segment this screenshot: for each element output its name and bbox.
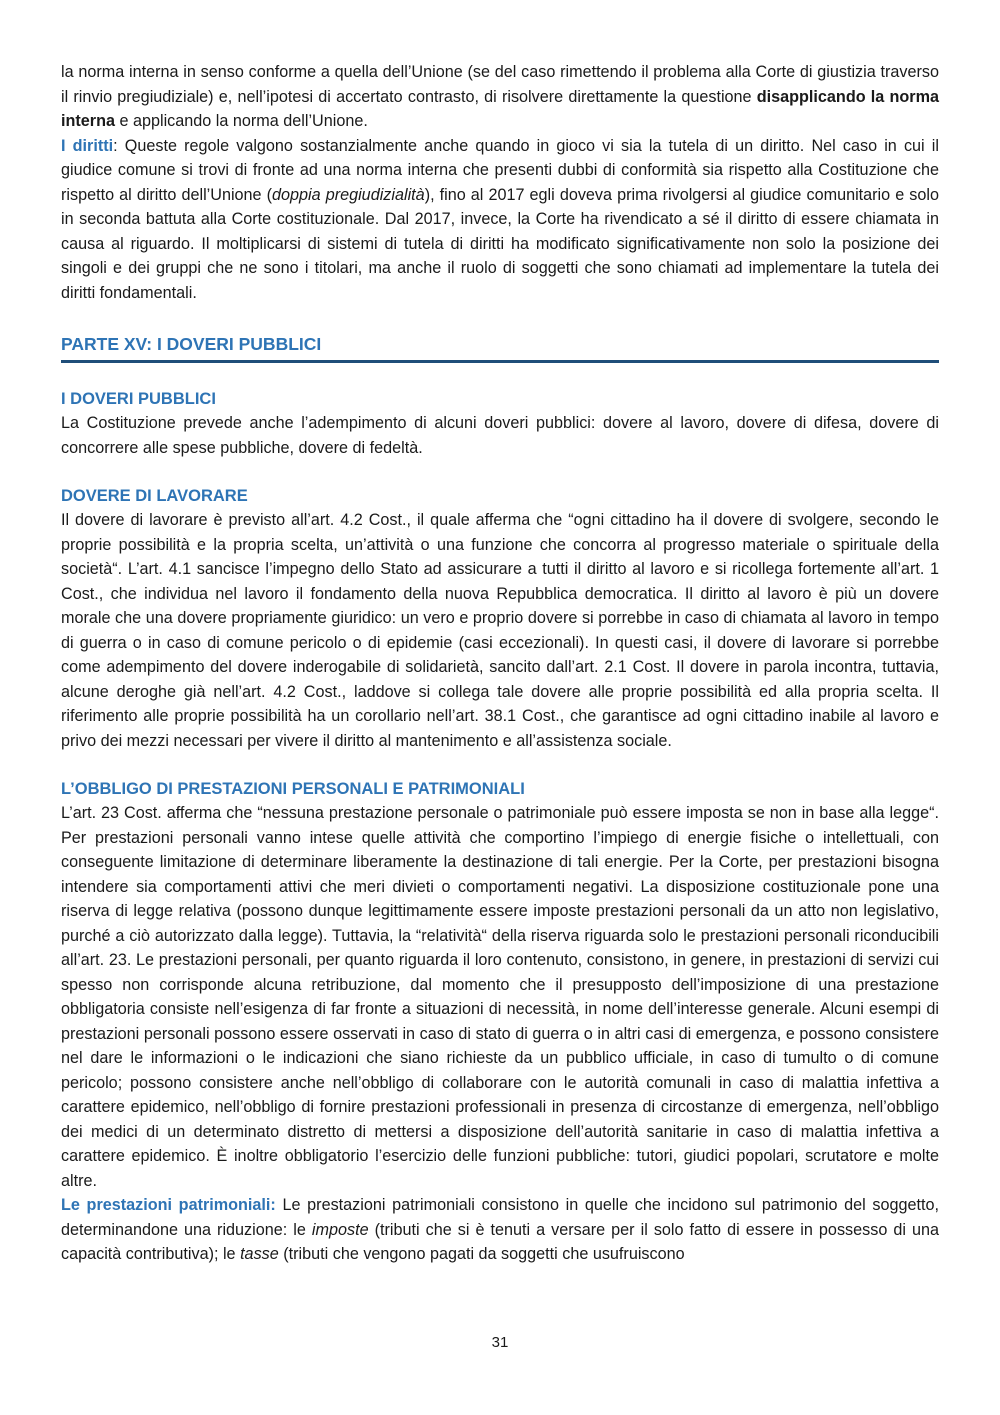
intro-bold-text: disapplicando la norma interna <box>61 87 939 130</box>
part-title: PARTE XV: I DOVERI PUBBLICI <box>61 332 939 363</box>
patrimoniali-text-2: (tributi che si è tenuti a versare per il solo fatto di essere in possesso di una capacità contributiva); le <box>61 1220 939 1263</box>
lavorare-paragraph: Il dovere di lavorare è previsto all’art. 4.2 Cost., il quale afferma che “ogni cittadino ha il dovere di svolgere, secondo le proprie possibilità e la propria scelta, un’attività o una funzione che concorra al progresso materiale o spirituale della società“. L’art. 4.1 sancisce l’impegno dello Stato ad assicurare a tutti il diritto al lavoro e si ricollega fortemente all’art. 1 Cost., che individua nel lavoro il fondamento della nuova Repubblica democratica. Il diritto al lavoro è più un dovere morale che una dovere propriamente giuridico: un vero e proprio dovere si porrebbe in caso di chiamata al lavoro in tempo di guerra o in caso di comune pericolo o di epidemie (casi eccezionali). In questi casi, il dovere di lavorare si porrebbe come adempimento del dovere inderogabile di solidarietà, sancito dall’art. 2.1 Cost. Il dovere in parola incontra, tuttavia, alcune deroghe già nell’art. 4.2 Cost., laddove si collega tale dovere alle proprie possibilità ed alla propria scelta. Il riferimento alle proprie possibilità ha un corollario nell’art. 38.1 Cost., che garantisce ad ogni cittadino inabile al lavoro e privo dei mezzi necessari per vivere il diritto al mantenimento e all’assistenza sociale. <box>61 511 939 750</box>
diritti-text-1: : Queste regole valgono sostanzialmente anche quando in gioco vi sia la tutela di un diritto. Nel caso in cui il giudice comune si trovi di fronte ad una norma interna che presenti dubbi di conformità sia rispetto alla Costituzione che rispetto al diritto dell’Unione ( <box>61 136 939 204</box>
intro-paragraph <box>61 60 939 134</box>
patrimoniali-text-3: (tributi che vengono pagati da soggetti che usufruiscono <box>278 1245 685 1263</box>
diritti-paragraph <box>61 134 939 306</box>
intro-text-1: la norma interna in senso conforme a quella dell’Unione (se del caso rimettendo il problema alla Corte di giustizia traverso il rinvio pregiudiziale) e, nell’ipotesi di accertato contrasto, di risolvere direttamente la questione <box>61 63 939 106</box>
section-heading-obbligo: L’OBBLIGO DI PRESTAZIONI PERSONALI E PATRIMONIALI <box>61 780 525 798</box>
diritti-italic-text: doppia pregiudizialità <box>272 185 425 204</box>
diritti-lead: I diritti <box>61 136 114 155</box>
doveri-paragraph: La Costituzione prevede anche l’adempimento di alcuni doveri pubblici: dovere al lavoro, dovere di difesa, dovere di concorrere alle spese pubbliche, dovere di fedeltà. <box>61 414 939 457</box>
patrimoniali-paragraph <box>61 1193 939 1267</box>
diritti-text-2: ), fino al 2017 egli doveva prima rivolgersi al giudice comunitario e solo in seconda battuta alla Corte costituzionale. Dal 2017, invece, la Corte ha rivendicato a sé il diritto di essere chiamata in causa al riguardo. Il moltiplicarsi di sistemi di tutela di diritti ha modificato significativamente non solo la posizione dei singoli e dei gruppi che ne sono i titolari, ma anche il ruolo di soggetti che sono chiamati ad implementare la tutela dei diritti fondamentali. <box>61 185 939 302</box>
page-number: 31 <box>491 1334 509 1351</box>
section-heading-lavorare: DOVERE DI LAVORARE <box>61 487 248 505</box>
obbligo-paragraph: L’art. 23 Cost. afferma che “nessuna prestazione personale o patrimoniale può essere imposta se non in base alla legge“. Per prestazioni personali vanno intese quelle attività che comportino l’impiego di energie fisiche o intellettuali, con conseguente limitazione di determinare liberamente la destinazione di tali energie. Per la Corte, per prestazioni bisogna intendere sia comportamenti attivi che meri divieti o comportamenti negativi. La disposizione costituzionale pone una riserva di legge relativa (possono dunque legittimamente essere imposte prestazioni personali da un atto non legislativo, purché a ciò autorizzato dalla legge). Tuttavia, la “relatività“ della riserva riguarda solo le prestazioni personali riconducibili all’art. 23. Le prestazioni personali, per quanto riguarda il loro contenuto, consistono, in genere, in prestazioni di servizi cui spesso non corrisponde alcuna retribuzione, dal momento che il presupposto dell’imposizione di una prestazione obbligatoria consiste nell’esigenza di far fronte a situazioni di necessità, in nome dell’interesse generale. Alcuni esempi di prestazioni personali possono essere osservati in caso di stato di guerra o in altri casi di emergenza, e possono consistere nel dare le informazioni o le indicazioni che siano richieste da un pubblico ufficiale, in caso di tumulto o di comune pericolo; possono consistere anche nell’obbligo di collaborare con le autorità comunali in caso di malattia infettiva a carattere epidemico, nell’obbligo di fornire prestazioni professionali in presenza di circostanze di emergenza, nell’obbligo dei medici di un determinato distretto di mettersi a disposizione dell’autorità sanitarie in caso di malattia infettiva a carattere epidemico. È inoltre obbligatorio l’esercizio delle funzioni pubbliche: tutori, giudici popolari, scrutatore e molte altre. <box>61 804 939 1190</box>
patrimoniali-italic-imposte: imposte <box>311 1220 369 1239</box>
section-heading-doveri: I DOVERI PUBBLICI <box>61 390 216 408</box>
patrimoniali-lead: Le prestazioni patrimoniali: <box>61 1196 276 1214</box>
document-page <box>61 60 939 1267</box>
intro-text-2: e applicando la norma dell’Unione. <box>114 112 368 130</box>
patrimoniali-italic-tasse: tasse <box>240 1245 279 1263</box>
patrimoniali-text-1: Le prestazioni patrimoniali consistono in quelle che incidono sul patrimonio del soggetto, determinandone una riduzione: le <box>61 1196 939 1239</box>
